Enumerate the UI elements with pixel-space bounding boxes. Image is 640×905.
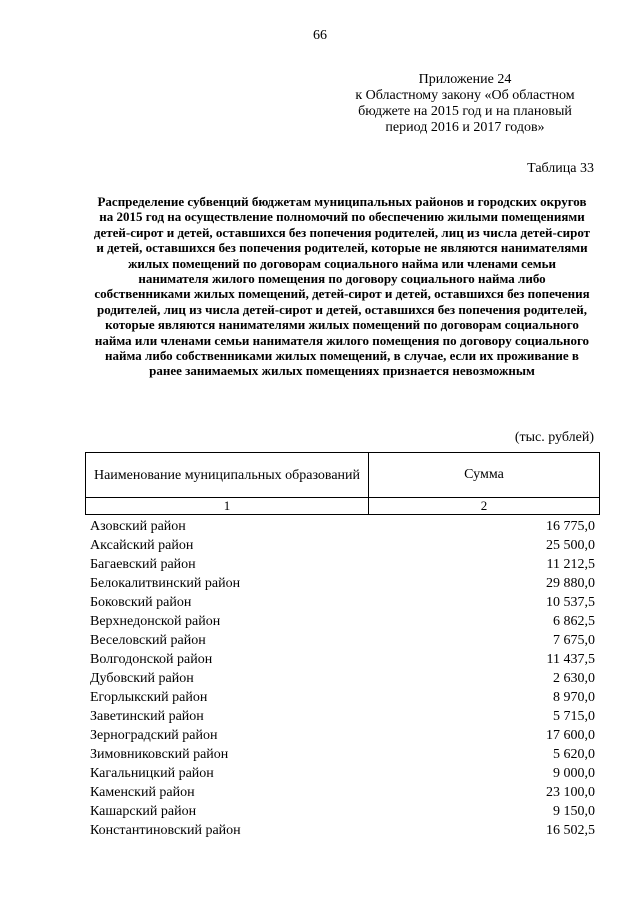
table-row — [90, 575, 595, 594]
appendix-line: период 2016 и 2017 годов» — [385, 120, 545, 135]
row-sum: 9 150,0 — [553, 804, 595, 819]
table-row — [90, 613, 595, 632]
table-row — [90, 556, 595, 575]
row-sum: 16 775,0 — [546, 519, 595, 534]
row-name: Кашарский район — [90, 804, 197, 819]
column-header-sum: Сумма — [369, 453, 600, 498]
row-name: Боковский район — [90, 595, 192, 610]
document-title: Распределение субвенций бюджетам муниципальных районов и городских округов на 2015 год на осуществление полномочий по обеспечению жилыми помещениями детей-сирот и детей, оставшихся без попечения родителей, лиц из числа детей-сирот и детей, оставшихся без попечения родителей, которые не являются нанимателями жилых помещений по договорам социального найма или членами семьи нанимателя жилого помещения по договору социального найма либо собственниками жилых помещений, детей-сирот и детей, оставшихся без попечения родителей, лиц из числа детей-сирот и детей, оставшихся без попечения родителей, которые являются нанимателями жилых помещений по договорам социального найма или членами семьи нанимателя жилого помещения по договору социального найма либо собственниками жилых помещений, в случае, если их проживание в ранее занимаемых жилых помещениях признается невозможным — [93, 194, 591, 379]
row-name: Дубовский район — [90, 671, 194, 686]
column-header-name: Наименование муниципальных образований — [86, 453, 369, 498]
appendix-block — [330, 72, 600, 136]
column-index-1: 1 — [86, 498, 369, 515]
table-row — [90, 822, 595, 841]
row-name: Азовский район — [90, 519, 186, 534]
row-name: Белокалитвинский район — [90, 576, 241, 591]
table-row — [90, 632, 595, 651]
row-name: Верхнедонской район — [90, 614, 221, 629]
row-name: Багаевский район — [90, 557, 196, 572]
page-number: 66 — [313, 28, 327, 43]
row-sum: 5 620,0 — [553, 747, 595, 762]
appendix-line: к Областному закону «Об областном — [355, 88, 575, 103]
row-sum: 11 437,5 — [546, 652, 595, 667]
row-sum: 23 100,0 — [546, 785, 595, 800]
row-sum: 2 630,0 — [553, 671, 595, 686]
table-row — [90, 537, 595, 556]
table-row — [90, 594, 595, 613]
row-sum: 9 000,0 — [553, 766, 595, 781]
row-sum: 17 600,0 — [546, 728, 595, 743]
appendix-line: бюджете на 2015 год и на плановый — [358, 104, 572, 119]
row-sum: 5 715,0 — [553, 709, 595, 724]
table-row — [90, 689, 595, 708]
row-sum: 25 500,0 — [546, 538, 595, 553]
row-name: Каменский район — [90, 785, 195, 800]
row-sum: 7 675,0 — [553, 633, 595, 648]
table-row — [90, 651, 595, 670]
row-sum: 10 537,5 — [546, 595, 595, 610]
table-header — [85, 452, 600, 515]
units-label: (тыс. рублей) — [514, 430, 594, 445]
table-body — [90, 518, 595, 841]
table-row — [90, 784, 595, 803]
row-name: Веселовский район — [90, 633, 206, 648]
row-name: Кагальницкий район — [90, 766, 214, 781]
table-label: Таблица 33 — [527, 161, 594, 176]
table-row — [90, 727, 595, 746]
row-name: Аксайский район — [90, 538, 194, 553]
row-name: Зерноградский район — [90, 728, 218, 743]
row-name: Егорлыкский район — [90, 690, 208, 705]
row-sum: 16 502,5 — [546, 823, 595, 838]
row-name: Константиновский район — [90, 823, 241, 838]
row-name: Волгодонской район — [90, 652, 213, 667]
row-name: Зимовниковский район — [90, 747, 229, 762]
row-sum: 11 212,5 — [546, 557, 595, 572]
table-row — [90, 746, 595, 765]
table-row — [90, 518, 595, 537]
appendix-line: Приложение 24 — [418, 72, 512, 87]
row-sum: 8 970,0 — [553, 690, 595, 705]
row-name: Заветинский район — [90, 709, 204, 724]
table-row — [90, 708, 595, 727]
row-sum: 29 880,0 — [546, 576, 595, 591]
column-index-2: 2 — [369, 498, 600, 515]
row-sum: 6 862,5 — [553, 614, 595, 629]
table-row — [90, 803, 595, 822]
table-row — [90, 670, 595, 689]
table-row — [90, 765, 595, 784]
